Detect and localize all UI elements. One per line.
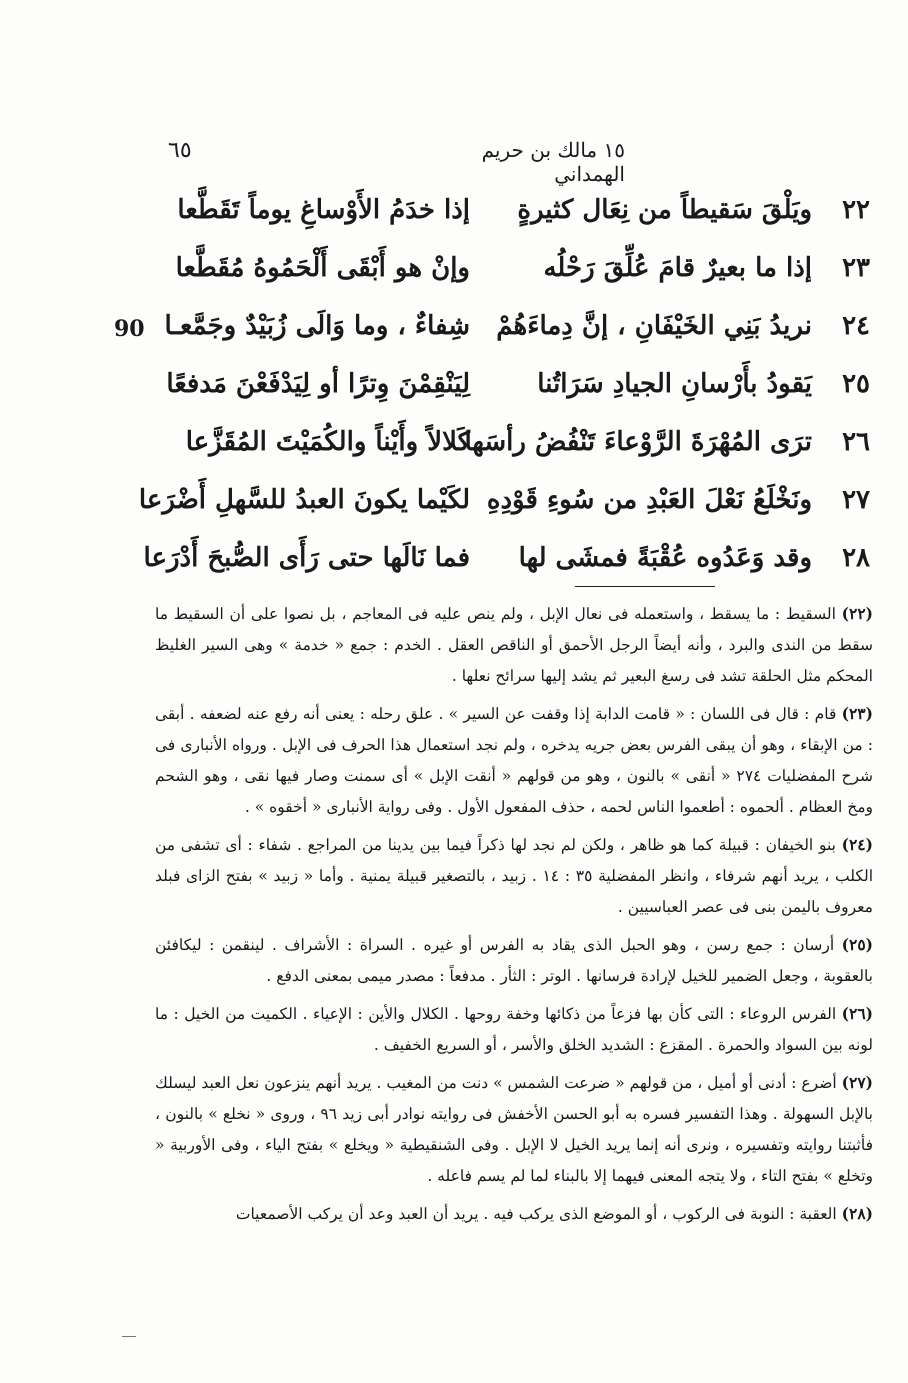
verse [143,530,870,586]
footnote [155,929,873,992]
footnote-number: (٢٤) [841,835,873,854]
footnote [155,1067,873,1192]
verse [150,182,870,238]
verse-number: ٢٢ [842,195,870,225]
verse-number: ٢٤ [842,311,870,341]
margin-number: 90 [114,316,145,342]
footnote-text: أرسان : جمع رسن ، وهو الحبل الذى يقاد به الفرس أو غيره . السراة : الأشراف . لينقمن : ليكافئن بالعقوبة ، وجعل الضمير للخيل لإرادة فرسانها . الوتر : الثأر . مدفعاً : مصدر ميمى بمعنى الدفع . [155,936,873,985]
verse-number: ٢٧ [842,485,870,515]
footnote [155,998,873,1061]
verse-first-hemistich: ويَلْقَ سَقيطاً من نِعَال كثيرةٍ [517,195,812,225]
running-title: ١٥ مالك بن حريم الهمداني [481,138,625,186]
verse-first-hemistich: إذا ما بعيرٌ قامَ عُلِّقَ رَحْلُه [543,253,812,283]
verse [150,240,870,296]
section-divider [575,586,715,587]
footnote-text: بنو الخيفان : قبيلة كما هو ظاهر ، ولكن لم نجد لها ذكراً فيما بين يدينا من المراجع . شفاء : أى تشفى من الكلب ، يريد أنهم شرفاء ، وانظر المفضلية ٣٥ : ١٤ . زبيد ، بالتصغير قبيلة يمنية . وأما « زبيد » بفتح الزاى فبلد معروف باليمن بنى فى عصر العباسيين . [155,836,873,916]
verse-second-hemistich: لكَيْما يكونَ العبدُ للسَّهلِ أَضْرَعا [138,485,470,515]
page-number: ٦٥ [168,138,192,163]
footnote [155,829,873,923]
footnote-number: (٢٣) [841,704,873,723]
verse-number: ٢٨ [842,543,870,573]
footnote-text: السقيط : ما يسقط ، واستعمله فى نعال الإبل ، ولم ينص عليه فى المعاجم ، بل نصوا على أن السقيط ما سقط من الندى والبرد ، وأنه أيضاً الرجل الأحمق أو الناقص العقل . الخدم : جمع « خدمة » وهى السير الغليظ المحكم مثل الحلقة تشد فى رسغ البعير ثم يشد إليها سرائح نعلها . [155,605,873,685]
footnote-text: العقبة : النوبة فى الركوب ، أو الموضع الذى يركب فيه . يريد أن العبد وعد أن يركب الأصمعيات [235,1205,837,1223]
footnote-number: (٢٢) [841,604,873,623]
footnote [155,598,873,692]
footnote-number: (٢٦) [841,1004,873,1023]
verse [138,472,870,528]
footnote-number: (٢٧) [841,1073,873,1092]
page-mark [122,1336,136,1337]
verse-first-hemistich: وقد وَعَدُوه عُقْبَةً فمشَى لها [518,543,812,573]
verse-second-hemistich: لِيَنْقِمْنَ وِترًا أو لِيَدْفَعْنَ مَدفعًا [166,369,470,399]
footnote-text: قام : قال فى اللسان : « قامت الدابة إذا وقفت عن السير » . علق رحله : يعنى أنه رفع عنه لضعفه . أبقى : من الإبقاء ، وهو أن يبقى الفرس بعض جريه يدخره ، ولم نجد استعمال هذا الحرف فى الإبل . ورواه الأنبارى فى شرح المفضليات ٢٧٤ « أنقى » بالنون ، وهو من قولهم « أنقت الإبل » أى سمنت وصار فيها نقى ، وهو الشحم ومخ العظام . ألحموه : أطعموا الناس لحمه ، حذف المفعول الأول . وفى رواية الأنبارى « أخقوه » . [155,705,873,816]
verse-second-hemistich: كَلالاً وأَيْناً والكُمَيْتَ المُقَزَّعا [185,427,470,457]
verse-number: ٢٥ [842,369,870,399]
verse-number: ٢٣ [842,253,870,283]
footnote-text: أضرع : أدنى أو أميل ، من قولهم « ضرعت الشمس » دنت من المغيب . يريد أنهم ينزعون نعل العبد ليسلك بالإبل السهولة . وهذا التفسير فسره به أبو الحسن الأخفش فى روايته نوادر أبى زيد ٩٦ ، وروى « نخلع » بالنون ، فأثبتنا روايته وتفسيره ، ونرى أنه إنما يريد الخيل لا الإبل . وفى الشنقيطية « ويخلع » بفتح الياء ، وفى الأوربية « وتخلع » بفتح التاء ، ولا يتجه المعنى فيهما إلا بالبناء لما لم يسم فاعله . [155,1074,873,1185]
verse-first-hemistich: يَقودُ بأَرْسانِ الجيادِ سَرَاتُنا [537,369,812,399]
verse-second-hemistich: إذا خدَمُ الأَوْساغِ يوماً تَقَطَّعا [177,195,470,225]
verse [150,356,870,412]
verse-number: ٢٦ [842,427,870,457]
footnote-text: الفرس الروعاء : التى كأن بها فزعاً من ذكائها وخفة روحها . الكلال والأين : الإعياء . الكميت من الخيل : ما لونه بين السواد والحمرة . المقزع : الشديد الخلق والأسر ، أو السريع الخفيف . [155,1005,873,1054]
verse-first-hemistich: ترَى المُهْرَةَ الرَّوْعاءَ تَنْفُضُ رأسَها [464,427,812,457]
footnote-number: (٢٨) [841,1204,873,1223]
verse [150,298,870,354]
verse [150,414,870,470]
footnote [155,698,873,823]
verse-second-hemistich: شِفاءٌ ، وما وَالَى زُبَيْدٌ وجَمَّعـا [164,311,470,341]
verse-first-hemistich: نريدُ بَنِي الخَيْفَانِ ، إنَّ دِماءَهُمْ [496,311,812,341]
verse-second-hemistich: فما نَالَها حتى رَأَى الصُّبحَ أَدْرَعا [143,543,470,573]
footnote-number: (٢٥) [841,935,873,954]
verse-second-hemistich: وإنْ هو أَبْقَى أَلْحَمُوهُ مُقَطَّعا [175,253,470,283]
verse-first-hemistich: ونَخْلَعُ نَعْلَ العَبْدِ من سُوءِ قَوْدِهِ [486,485,812,515]
footnote [155,1198,873,1230]
footnotes [155,598,873,1236]
